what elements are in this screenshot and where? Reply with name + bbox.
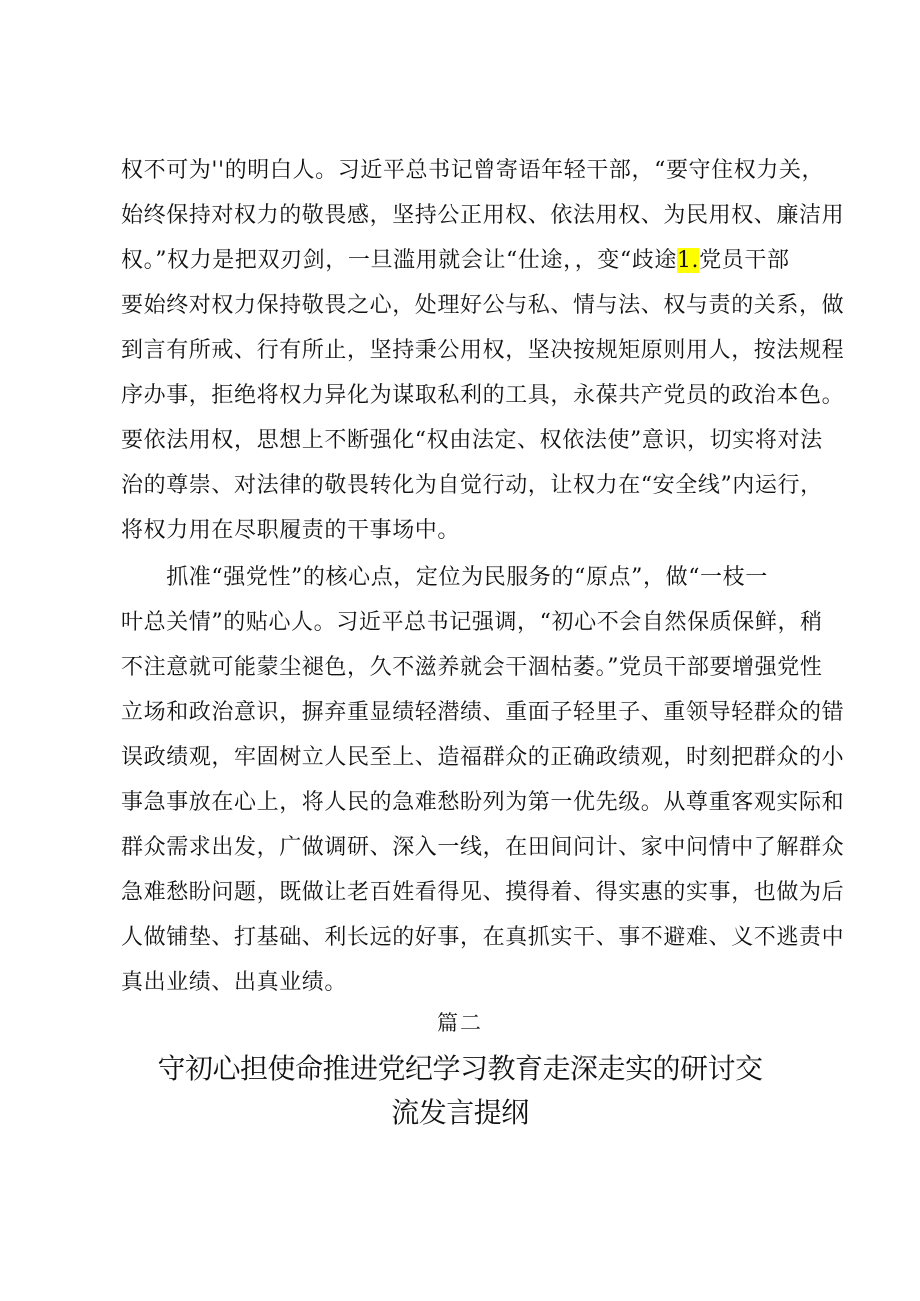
paragraph-line: 立场和政治意识，摒弃重显绩轻潜绩、重面子轻里子、重领导轻群众的错 <box>121 700 845 725</box>
paragraph-line: 群众需求出发，广做调研、深入一线，在田间问计、家中问情中了解群众 <box>121 835 845 860</box>
paragraph-line <box>121 238 811 283</box>
paragraph-line: 不注意就可能蒙尘褪色，久不滋养就会干涸枯萎。”党员干部要增强党性 <box>121 655 823 680</box>
paragraph-line: 权不可为''的明白人。习近平总书记曾寄语年轻干部，“要守住权力关， <box>121 158 825 183</box>
title-line: 守初心担使命推进党纪学习教育走深走实的研讨交 <box>157 1052 763 1085</box>
highlighted-text: 1. <box>676 248 700 273</box>
paragraph-line: 叶总关情”的贴心人。习近平总书记强调，“初心不会自然保质保鲜，稍 <box>121 610 823 635</box>
paragraph-line: 治的尊崇、对法律的敬畏转化为自觉行动，让权力在“安全线”内运行， <box>121 473 823 498</box>
paragraph-line: 要依法用权，思想上不断强化“权由法定、权依法使”意识，切实将对法 <box>121 428 823 453</box>
paragraph-line: 事急事放在心上，将人民的急难愁盼列为第一优先级。从尊重客观实际和 <box>121 790 845 815</box>
paragraph-line: 人做铺垫、打基础、利长远的好事，在真抓实干、事不避难、义不逃责中 <box>121 925 845 950</box>
paragraph-line: 误政绩观，牢固树立人民至上、造福群众的正确政绩观，时刻把群众的小 <box>121 745 845 770</box>
paragraph-line: 序办事，拒绝将权力异化为谋取私利的工具，永葆共产党员的政治本色。 <box>121 383 845 408</box>
document-title <box>0 1047 920 1135</box>
title-line: 流发言提纲 <box>391 1096 529 1129</box>
paragraph-line: 将权力用在尽职履责的干事场中。 <box>121 518 461 543</box>
paragraph-line: 真出业绩、出真业绩。 <box>121 970 348 995</box>
line-text: 权。”权力是把双刃剑，一旦滥用就会让“仕途，，变“歧途 <box>121 248 677 273</box>
paragraph-line: 要始终对权力保持敬畏之心，处理好公与私、情与法、权与责的关系，做 <box>121 293 845 318</box>
line-text: 党员干部 <box>699 248 790 273</box>
paragraph-line: 抓准“强党性”的核心点，定位为民服务的“原点”，做“一枝一 <box>121 565 768 590</box>
paragraph-line: 急难愁盼问题，既做让老百姓看得见、摸得着、得实惠的实事，也做为后 <box>121 880 845 905</box>
paragraph-1 <box>121 148 845 553</box>
paragraph-2 <box>121 555 845 1005</box>
section-label: 篇二 <box>437 1011 483 1035</box>
paragraph-line: 始终保持对权力的敬畏感，坚持公正用权、依法用权、为民用权、廉洁用 <box>121 203 845 228</box>
paragraph-line: 到言有所戒、行有所止，坚持秉公用权，坚决按规矩原则用人，按法规程 <box>121 338 845 363</box>
